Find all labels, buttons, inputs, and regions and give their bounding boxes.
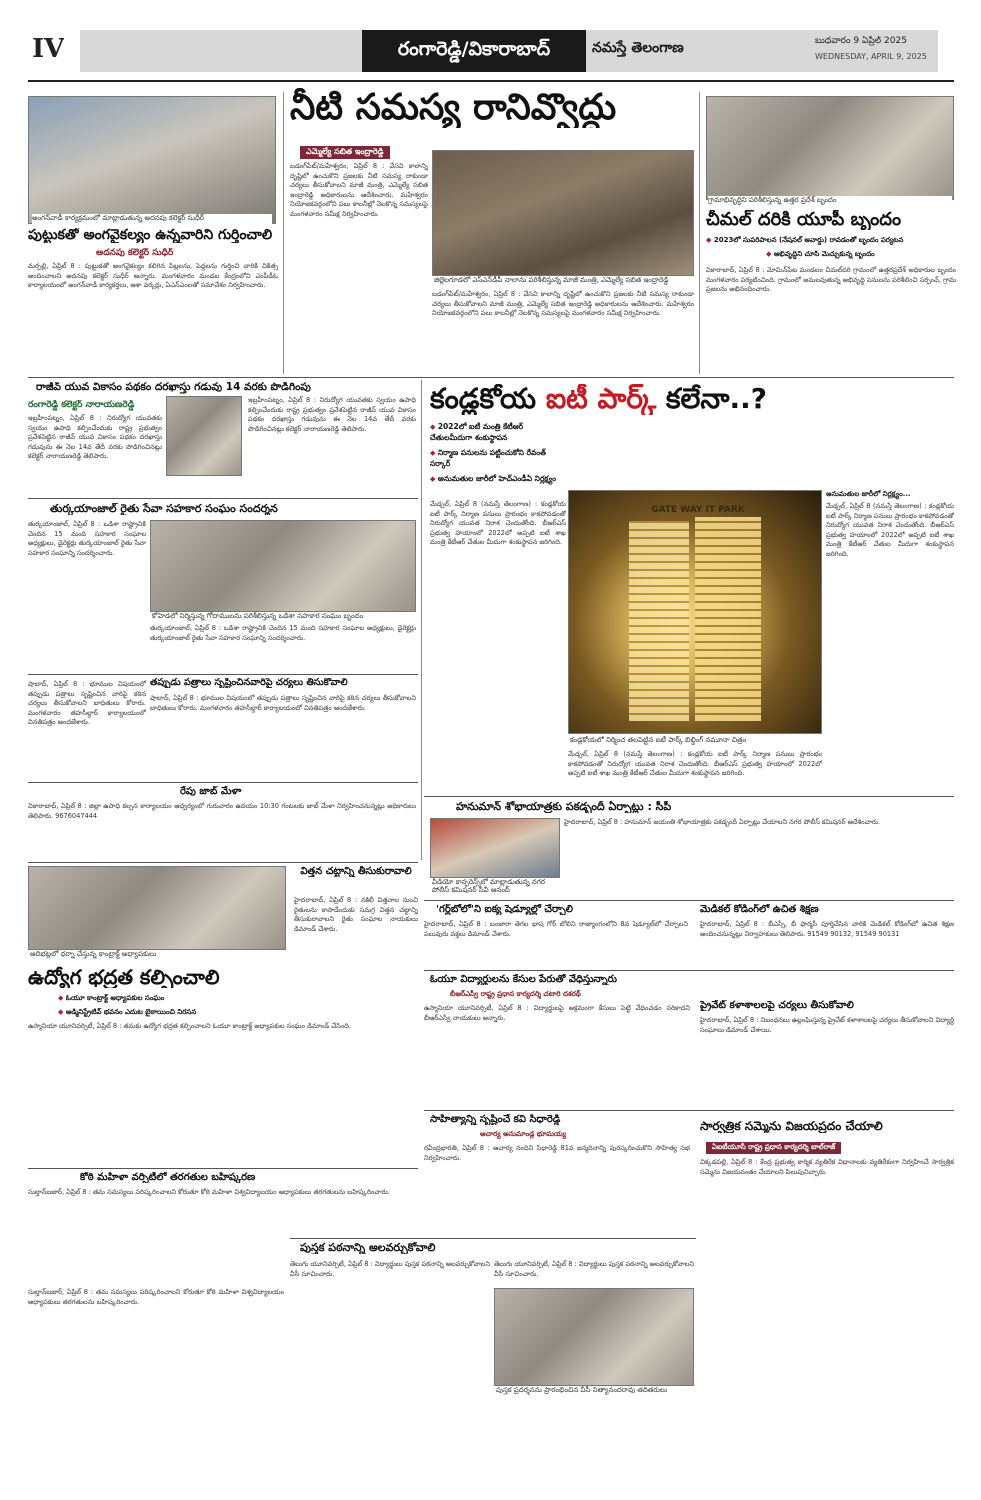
- kandlakoya-side-caption: అనుమతుల జారీలో నిర్లక్ష్యం...: [826, 490, 911, 498]
- row-divider: [28, 377, 954, 378]
- row-divider: [290, 1238, 696, 1239]
- column-divider: [421, 380, 422, 860]
- page-number: IV: [32, 34, 65, 64]
- water-caption: జిల్లెలగూడలో ఎస్‌ఎన్‌డీపీ నాలాను పరిశీలిస్తున్న మాజీ మంత్రి, ఎమ్మెల్యే సబిత ఇంద్రారెడ్డి: [434, 276, 694, 286]
- kandlakoya-headline-part2: ఐటీ పార్క్: [545, 384, 657, 415]
- kandlakoya-body-cont2: మేడ్చల్, ఏప్రిల్ 8 (నమస్తే తెలంగాణ) : కండ్లకోయ ఐటీ పార్క్ నిర్మాణ పనులు ప్రారంభం కాకపోవడంతో నిరుద్యోగ యువత నిరాశ చెందుతోంది. బీఆర్‌ఎస్ ప్రభుత్వ హయాంలో 2022లో అప్పటి ఐటీ శాఖ మంత్రి కేటీఆర్ చేతుల మీదుగా శంకుస్థాపన జరిగింది.: [568, 750, 822, 778]
- cheemaldari-caption: గ్రామాభివృద్ధిని పరిశీలిస్తున్న ఉత్తర ప్రదేశ్ బృందం: [708, 196, 952, 206]
- library-headline: పుస్తక పఠనాన్ని అలవర్చుకోవాలి: [300, 1242, 436, 1254]
- row-divider: [28, 862, 418, 863]
- hanuman-headline: హనుమాన్ శోభాయాత్రకు పకడ్బందీ ఏర్పాట్లు : సీపీ: [456, 801, 672, 813]
- hanuman-body: హైదరాబాద్, ఏప్రిల్ 8 : హనుమాన్ జయంతి శోభాయాత్రకు పకడ్బందీ ఏర్పాట్లు చేయాలని నగర పోలీస్ కమిషనర్ ఆదేశించారు.: [564, 818, 881, 826]
- tower-right: [695, 517, 761, 721]
- turkayamjal-body-cont: తుర్కయాంజాల్, ఏప్రిల్ 8 : ఒడిశా రాష్ట్రానికి చెందిన 15 మంది సహకార సంఘాల అధ్యక్షులు, డైరెక్టర్లు తుర్కయాంజాల్ రైతు సేవా సహకార సంఘాన్ని సందర్శించారు.: [150, 624, 416, 642]
- fake-docs-headline: తప్పుడు పత్రాలు సృష్టించినవారిపై చర్యలు తీసుకోవాలి: [150, 678, 348, 688]
- koti-headline: కోఠి మహిళా వర్సిటీలో తరగతుల బహిష్కరణ: [80, 1172, 256, 1183]
- cheemaldari-photo: [706, 96, 954, 200]
- date-english: WEDNESDAY, APRIL 9, 2025: [815, 52, 927, 61]
- strike-body: చిక్కడపల్లి, ఏప్రిల్ 8 : కేంద్ర ప్రభుత్వ కార్మిక వ్యతిరేక విధానాలకు వ్యతిరేకంగా నిర్వహించే సార్వత్రిక సమ్మెను విజయవంతం చేయాలని పిలుపునిచ్చారు.: [700, 1158, 954, 1176]
- sidhareddy-body: రవీంద్రభారతి, ఏప్రిల్ 8 : ఆచార్య నందిని సిధారెడ్డి 81వ జన్మదినాన్ని పురస్కరించుకొని సాహిత్య సభ నిర్వహించారు.: [424, 1144, 690, 1162]
- sidhareddy-headline: సాహిత్యాన్ని సృష్టించే కవి సిధారెడ్డి: [430, 1114, 561, 1125]
- water-byline: ఎమ్మెల్యే సబిత ఇంద్రారెడ్డి: [300, 146, 390, 159]
- seed-law-body: హైదరాబాద్, ఏప్రిల్ 8 : నకిలీ విత్తనాల నుంచి రైతులను కాపాడేందుకు సమగ్ర విత్తన చట్టాన్ని తీసుకురావాలని రైతు సంఘాల నాయకులు డిమాండ్ చేశారు.: [294, 896, 418, 933]
- cheemaldari-bullet-1: ◆ 2023లో సుపరిపాలన (నేషనల్ అవార్డు) రావడంతో బృందం పర్యటన: [706, 236, 956, 246]
- anganwadi-headline: పుట్టుకతో అంగవైకల్యం ఉన్నవారిని గుర్తించాలి: [28, 228, 273, 243]
- turkayamjal-body: తుర్కయాంజాల్, ఏప్రిల్ 8 : ఒడిశా రాష్ట్రానికి చెందిన 15 మంది సహకార సంఘాల అధ్యక్షులు, డైరెక్టర్లు తుర్కయాంజాల్ రైతు సేవా సహకార సంఘాన్ని సందర్శించారు.: [28, 520, 146, 557]
- row-divider: [28, 1168, 418, 1169]
- library-caption: పుస్తక ప్రదర్శనను ప్రారంభించిన వీసీ నిత్యానందరావు తదితరులు: [496, 1386, 692, 1404]
- water-body-cont: బడంగ్‌పేట్/మహేశ్వరం, ఏప్రిల్ 8 : వేసవి కాలాన్ని దృష్టిలో ఉంచుకొని ప్రజలకు నీటి సమస్య రాకుండా చర్యలు తీసుకోవాలని మాజీ మంత్రి, ఎమ్మెల్యే సబిత ఇంద్రారెడ్డి అధికారులను ఆదేశించారు. మహేశ్వరం నియోజకవర్గంలోని పలు కాలనీల్లో నెలకొన్న సమస్యలపై మంగళవారం సమీక్ష నిర్వహించారు.: [432, 290, 694, 318]
- water-body: బడంగ్‌పేట్/మహేశ్వరం, ఏప్రిల్ 8 : వేసవి కాలాన్ని దృష్టిలో ఉంచుకొని ప్రజలకు నీటి సమస్య రాకుండా చర్యలు తీసుకోవాలని మాజీ మంత్రి, ఎమ్మెల్యే సబిత ఇంద్రారెడ్డి అధికారులను ఆదేశించారు. మహేశ్వరం నియోజకవర్గంలోని పలు కాలనీల్లో నెలకొన్న సమస్యలపై మంగళవారం సమీక్ష నిర్వహించారు.: [290, 162, 428, 218]
- rajiv-body: ఇబ్రహీంపట్నం, ఏప్రిల్ 8 : నిరుద్యోగ యువతకు స్వయం ఉపాధి కల్పించేందుకు రాష్ట్ర ప్రభుత్వం ప్రవేశపెట్టిన రాజీవ్ యువ వికాసం పథకం దరఖాస్తు గడువును ఈ నెల 14వ తేదీ వరకు పొడిగించినట్లు కలెక్టర్ నారాయణరెడ్డి తెలిపారు.: [28, 414, 162, 461]
- column-divider: [699, 92, 700, 374]
- job-security-bullet-1: ◆ ఓయూ కాంట్రాక్ట్ అధ్యాపకుల సంఘం: [58, 994, 288, 1004]
- water-photo: [432, 150, 694, 276]
- private-colleges-body: హైదరాబాద్, ఏప్రిల్ 8 : నిబంధనలు ఉల్లంఘిస్తున్న ప్రైవేట్ కళాశాలలపై చర్యలు తీసుకోవాలని విద్యార్థి సంఘాలు డిమాండ్ చేశాయి.: [700, 1016, 954, 1034]
- rajiv-headline: రాజీవ్ యువ వికాసం పథకం దరఖాస్తు గడువు 14 వరకు పొడిగింపు: [36, 382, 311, 393]
- turkayamjal-headline: తుర్కయాంజాల్ రైతు సేవా సహకార సంఘం సందర్శన: [50, 503, 278, 515]
- it-park-render: [568, 490, 822, 734]
- kandlakoya-body: మేడ్చల్, ఏప్రిల్ 8 (నమస్తే తెలంగాణ) : కండ్లకోయ ఐటీ పార్క్ నిర్మాణ పనులు ప్రారంభం కాకపోవడంతో నిరుద్యోగ యువత నిరాశ చెందుతోంది. బీఆర్‌ఎస్ ప్రభుత్వ హయాంలో 2022లో అప్పటి ఐటీ శాఖ మంత్రి కేటీఆర్ చేతుల మీదుగా శంకుస్థాపన జరిగింది.: [430, 500, 566, 547]
- medical-headline: మెడికల్ కోడింగ్‌లో ఉచిత శిక్షణ: [700, 904, 819, 915]
- newspaper-brand: నమస్తే తెలంగాణ: [592, 40, 684, 56]
- row-divider: [28, 782, 418, 783]
- turkayamjal-caption: కోహెడలో నిర్మిస్తున్న గోదాములను పరిశీలిస్తున్న ఒడిశా సహకార సంఘం బృందం: [152, 612, 414, 622]
- kandlakoya-headline-part3: కలేనా..?: [656, 384, 767, 415]
- job-mela-body: వికారాబాద్, ఏప్రిల్ 8 : జిల్లా ఉపాధి కల్పన కార్యాలయం ఆధ్వర్యంలో గురువారం ఉదయం 10:30 గంటలకు జాబ్ మేళా నిర్వహించనున్నట్లు అధికారులు తెలిపారు. 9676047444: [28, 802, 416, 820]
- row-divider: [424, 900, 954, 901]
- date-telugu: బుధవారం 9 ఏప్రిల్ 2025: [815, 36, 907, 46]
- seed-law-headline: విత్తన చట్టాన్ని తీసుకురావాలి: [300, 866, 412, 877]
- job-mela-headline: రేపు జాబ్ మేళా: [180, 786, 242, 797]
- job-security-caption: ఆదిభట్లలో ధర్నా చేస్తున్న కాంట్రాక్ట్ అధ్యాపకులు: [30, 950, 284, 960]
- turkayamjal-photo: [150, 520, 416, 612]
- job-security-bullet-2: ◆ అడ్మినిస్ట్రేటివ్ భవనం ఎదుట బైఠాయించి నిరసన: [58, 1008, 288, 1018]
- cheemaldari-bullet-2: ◆ అభివృద్ధిని చూసి మెచ్చుకున్న బృందం: [766, 250, 956, 260]
- rajiv-body-cont: ఇబ్రహీంపట్నం, ఏప్రిల్ 8 : నిరుద్యోగ యువతకు స్వయం ఉపాధి కల్పించేందుకు రాష్ట్ర ప్రభుత్వం ప్రవేశపెట్టిన రాజీవ్ యువ వికాసం పథకం దరఖాస్తు గడువును ఈ నెల 14వ తేదీ వరకు పొడిగించినట్లు కలెక్టర్ నారాయణరెడ్డి తెలిపారు.: [248, 396, 416, 433]
- anganwadi-body: మర్పల్లి, ఏప్రిల్ 8 : పుట్టుకతో అంగవైకల్యం కలిగిన పిల్లలను, పెద్దలను గుర్తించి వారికి చికిత్స అందించాలని అదనపు కలెక్టర్ సుధీర్ అన్నారు. మంగళవారం మండల కేంద్రంలోని ఎంపీడీఓ కార్యాలయంలో అంగన్‌వాడీ కార్యకర్తలు, ఆశా వర్కర్లు, ఏఎన్‌ఎంలతో సమావేశం నిర్వహించారు.: [28, 262, 278, 290]
- koti-body: సుల్తాన్‌బజార్, ఏప్రిల్ 8 : తమ సమస్యలు పరిష్కరించాలని కోరుతూ కోఠి మహిళా విశ్వవిద్యాలయం అధ్యాపకులు తరగతులను బహిష్కరించారు.: [28, 1188, 390, 1196]
- row-divider: [28, 498, 418, 499]
- cheemaldari-body: వికారాబాద్, ఏప్రిల్ 8 : మోమిన్‌పేట మండలం చీమల్‌దరి గ్రామంలో ఉత్తరప్రదేశ్ అధికారుల బృందం మంగళవారం పర్యటించింది. గ్రామంలో అమలవుతున్న అభివృద్ధి పనులను పరిశీలించి సర్పంచ్, గ్రామ ప్రజలను అభినందించారు.: [706, 266, 956, 294]
- tower-left: [629, 521, 689, 721]
- fake-docs-body: షాబాద్, ఏప్రిల్ 8 : భూముల విషయంలో తప్పుడు పత్రాలు సృష్టించిన వారిపై కఠిన చర్యలు తీసుకోవాలని బాధితులు కోరారు. మంగళవారం తహసీల్దార్ కార్యాలయంలో వినతిపత్రం అందజేశారు.: [28, 680, 146, 727]
- fake-docs-body-cont: షాబాద్, ఏప్రిల్ 8 : భూముల విషయంలో తప్పుడు పత్రాలు సృష్టించిన వారిపై కఠిన చర్యలు తీసుకోవాలని బాధితులు కోరారు. మంగళవారం తహసీల్దార్ కార్యాలయంలో వినతిపత్రం అందజేశారు.: [150, 694, 416, 712]
- kandlakoya-caption: కండ్లకోయలో నిర్మించ తలపెట్టిన ఐటీ పార్క్ బిల్డింగ్ నమూనా చిత్రం: [570, 736, 822, 746]
- strike-headline: సార్వత్రిక సమ్మెను విజయప్రదం చేయాలి: [700, 1120, 883, 1133]
- osmania-byline: బీఆర్‌ఎస్వీ రాష్ట్ర ప్రధాన కార్యదర్శి చటారి దశరథ్: [450, 990, 581, 998]
- row-divider: [28, 674, 418, 675]
- hanuman-caption: వీడియో కాన్ఫరెన్స్‌లో మాట్లాడుతున్న నగర పోలీస్ కమిషనర్ సీవీ ఆనంద్: [432, 878, 560, 896]
- osmania-headline: ఓయూ విద్యార్థులను కేసుల పేరుతో వేధిస్తున్నారు: [430, 974, 617, 985]
- osmania-body: ఉస్మానియా యూనివర్సిటీ, ఏప్రిల్ 8 : విద్యార్థులపై అక్రమంగా కేసులు పెట్టి వేధించడం సరికాదని బీఆర్‌ఎస్వీ నాయకులు అన్నారు.: [424, 1004, 690, 1022]
- column-divider: [283, 92, 284, 374]
- strike-byline: ఏఐటీయూసీ రాష్ట్ర ప్రధాన కార్యదర్శి బాల్‌రాజ్: [706, 1142, 841, 1154]
- library-body: తెలుగు యూనివర్సిటీ, ఏప్రిల్ 8 : విద్యార్థులు పుస్తక పఠనాన్ని అలవర్చుకోవాలని వీసీ సూచించారు.: [290, 1260, 490, 1278]
- koti-body-cont: సుల్తాన్‌బజార్, ఏప్రిల్ 8 : తమ సమస్యలు పరిష్కరించాలని కోరుతూ కోఠి మహిళా విశ్వవిద్యాలయం అధ్యాపకులు తరగతులను బహిష్కరించారు.: [28, 1288, 284, 1306]
- private-colleges-headline: ప్రైవేట్ కళాశాలలపై చర్యలు తీసుకోవాలి: [700, 1000, 854, 1011]
- girl-child-headline: 'గర్ల్‌బోలో'ని ఐక్య షెడ్యూల్లో చేర్చాలి: [436, 904, 573, 915]
- it-park-sign: GATE WAY IT PARK: [651, 505, 745, 515]
- library-body-cont: తెలుగు యూనివర్సిటీ, ఏప్రిల్ 8 : విద్యార్థులు పుస్తక పఠనాన్ని అలవర్చుకోవాలని వీసీ సూచించారు.: [494, 1260, 694, 1278]
- anganwadi-photo: [28, 96, 276, 224]
- library-photo: [494, 1288, 694, 1386]
- water-headline: నీటి సమస్య రానివ్వొద్దు: [290, 88, 617, 128]
- cheemaldari-headline: చీమల్ దరికి యూపీ బృందం: [706, 210, 902, 230]
- row-divider: [424, 1110, 954, 1111]
- kandlakoya-bullet-1: ◆ 2022లో ఐటీ మంత్రి కేటీఆర్ చేతులమీదుగా శంకుస్థాపన: [430, 422, 566, 444]
- masthead-rule: [28, 80, 954, 82]
- job-security-photo: [28, 866, 286, 950]
- sidhareddy-byline: ఆచార్య అనుమాండ్ల భూమయ్య: [480, 1130, 567, 1138]
- kandlakoya-bullet-3: ◆ అనుమతుల జారీలో హెచ్‌ఎండీఏ నిర్లక్ష్యం: [430, 474, 566, 485]
- row-divider: [424, 970, 954, 971]
- kandlakoya-body-cont: మేడ్చల్, ఏప్రిల్ 8 (నమస్తే తెలంగాణ) : కండ్లకోయ ఐటీ పార్క్ నిర్మాణ పనులు ప్రారంభం కాకపోవడంతో నిరుద్యోగ యువత నిరాశ చెందుతోంది. బీఆర్‌ఎస్ ప్రభుత్వ హయాంలో 2022లో అప్పటి ఐటీ శాఖ మంత్రి కేటీఆర్ చేతుల మీదుగా శంకుస్థాపన జరిగింది.: [826, 502, 954, 558]
- kandlakoya-headline-part1: కండ్లకోయ: [430, 384, 546, 415]
- girl-child-body: హైదరాబాద్, ఏప్రిల్ 8 : బంజారా తెగల భాష గోర్ బోలిని రాజ్యాంగంలోని 8వ షెడ్యూల్‌లో చేర్చాలని పలువురు వక్తలు డిమాండ్ చేశారు.: [424, 920, 688, 938]
- medical-body: హైదరాబాద్, ఏప్రిల్ 8 : బీఎస్సీ, బీ ఫార్మసీ పూర్తిచేసిన వారికి మెడికల్ కోడింగ్‌లో ఉచిత శిక్షణ అందించనున్నట్లు నిర్వాహకులు తెలిపారు. 91549 90132, 91549 90131: [700, 920, 954, 938]
- row-divider: [424, 796, 954, 797]
- job-security-headline: ఉద్యోగ భద్రత కల్పించాలి: [28, 966, 220, 988]
- section-title: రంగారెడ్డి/వికారాబాద్: [362, 30, 586, 72]
- anganwadi-byline: అదనపు కలెక్టర్ సుధీర్: [96, 248, 174, 258]
- anganwadi-caption: అంగన్‌వాడీ కార్యక్రమంలో మాట్లాడుతున్న అదనపు కలెక్టర్ సుధీర్: [32, 214, 272, 224]
- kandlakoya-headline: [430, 384, 954, 415]
- hanuman-photo: [430, 818, 560, 878]
- collector-photo: [166, 396, 242, 476]
- job-security-body: ఉస్మానియా యూనివర్సిటీ, ఏప్రిల్ 8 : తమకు ఉద్యోగ భద్రత కల్పించాలని ఓయూ కాంట్రాక్ట్ అధ్యాపకుల సంఘం డిమాండ్ చేసింది.: [28, 1022, 352, 1030]
- kandlakoya-bullet-2: ◆ నిర్మాణ పనులను పట్టించుకోని రేవంత్ సర్కార్: [430, 448, 566, 470]
- rajiv-byline: రంగారెడ్డి కలెక్టర్ నారాయణరెడ్డి: [28, 400, 135, 410]
